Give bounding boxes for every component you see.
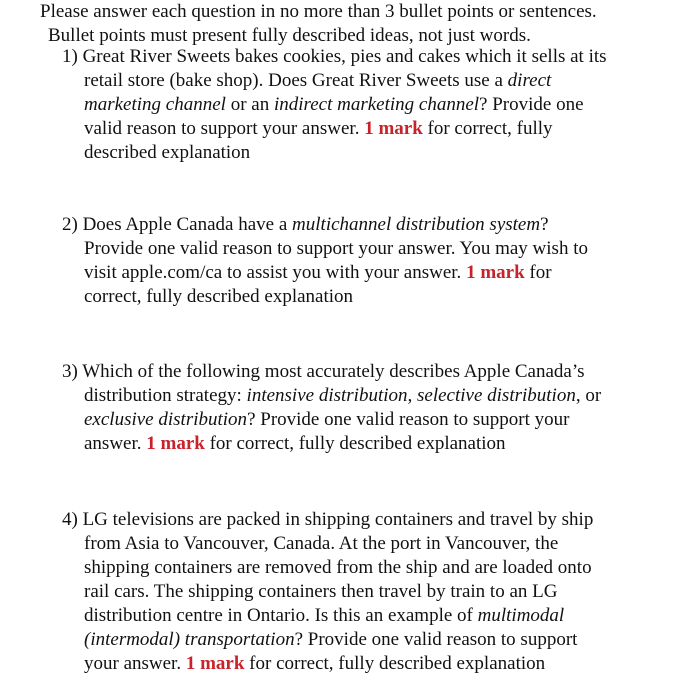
question-1-line-5 <box>62 141 672 165</box>
q4-text-c: shipping containers are removed from the ship and are loaded onto <box>84 557 592 578</box>
q4-term-multimodal: multimodal <box>477 605 565 626</box>
q4-text-g: your answer. <box>84 653 186 674</box>
question-2-line-3 <box>62 261 672 285</box>
q1-text-e: described explanation <box>84 142 251 163</box>
q3-text-b-end: , or <box>575 385 602 406</box>
q1-mark-value: 1 mark <box>364 118 423 139</box>
question-2 <box>62 213 672 309</box>
question-3-line-4 <box>62 432 672 456</box>
q2-text-d: correct, fully described explanation <box>84 286 354 307</box>
q2-text-c: visit apple.com/ca to assist you with your answer. <box>84 262 467 283</box>
q4-text-b: from Asia to Vancouver, Canada. At the port in Vancouver, the <box>84 533 559 554</box>
q3-text-c-end: ? Provide one valid reason to support your <box>247 409 570 430</box>
instructions <box>40 0 680 48</box>
question-3 <box>62 360 672 456</box>
question-4-line-4 <box>62 580 672 604</box>
q1-text-a: 1) Great River Sweets bakes cookies, pies and cakes which it sells at its <box>62 46 607 67</box>
instructions-line-1: Please answer each question in no more than 3 bullet points or sentences. <box>40 1 597 22</box>
q2-text-b: Provide one valid reason to support your answer. You may wish to <box>84 238 588 259</box>
q1-term-direct: direct <box>507 70 552 91</box>
question-3-line-3 <box>62 408 672 432</box>
question-1 <box>62 45 672 165</box>
q3-term-exclusive: exclusive distribution <box>84 409 248 430</box>
question-1-line-4 <box>62 117 672 141</box>
q1-text-c-mid: or an <box>225 94 274 115</box>
question-4-line-6 <box>62 628 672 652</box>
question-3-line-1 <box>62 360 672 384</box>
question-1-line-1 <box>62 45 672 69</box>
q4-text-g-end: for correct, fully described explanation <box>244 653 546 674</box>
q4-term-intermodal: (intermodal) transportation <box>84 629 295 650</box>
q3-text-a: 3) Which of the following most accurately describes Apple Canada’s <box>62 361 585 382</box>
q3-text-d: answer. <box>84 433 147 454</box>
q2-mark-value: 1 mark <box>466 262 525 283</box>
q3-text-b: distribution strategy: <box>84 385 247 406</box>
q4-text-e: distribution centre in Ontario. Is this an example of <box>84 605 478 626</box>
q4-text-a: 4) LG televisions are packed in shipping containers and travel by ship <box>62 509 594 530</box>
question-2-line-2 <box>62 237 672 261</box>
question-3-line-2 <box>62 384 672 408</box>
q1-text-b: retail store (bake shop). Does Great River Sweets use a <box>84 70 508 91</box>
question-4-line-2 <box>62 532 672 556</box>
q3-term-intensive-selective: intensive distribution, selective distribution <box>246 385 576 406</box>
q2-text-a: 2) Does Apple Canada have a <box>62 214 293 235</box>
q1-text-d: valid reason to support your answer. <box>84 118 365 139</box>
question-4-line-7 <box>62 652 672 676</box>
question-4-line-3 <box>62 556 672 580</box>
instructions-line-2: Bullet points must present fully described ideas, not just words. <box>48 25 531 46</box>
q2-term-multichannel: multichannel distribution system <box>292 214 541 235</box>
q3-mark-value: 1 mark <box>146 433 205 454</box>
q4-text-f-end: ? Provide one valid reason to support <box>294 629 578 650</box>
q3-text-d-end: for correct, fully described explanation <box>204 433 506 454</box>
q1-text-d-end: for correct, fully <box>422 118 553 139</box>
q2-text-a-end: ? <box>540 214 549 235</box>
question-1-line-3 <box>62 93 672 117</box>
q1-term-marketing-channel: marketing channel <box>84 94 226 115</box>
q4-text-d: rail cars. The shipping containers then travel by train to an LG <box>84 581 558 602</box>
question-2-line-4 <box>62 285 672 309</box>
question-4 <box>62 508 672 676</box>
q1-term-indirect: indirect marketing channel <box>273 94 480 115</box>
question-2-line-1 <box>62 213 672 237</box>
q4-mark-value: 1 mark <box>185 653 245 674</box>
q2-text-c-end: for <box>524 262 552 283</box>
question-1-line-2 <box>62 69 672 93</box>
q1-text-c-end: ? Provide one <box>479 94 584 115</box>
question-4-line-5 <box>62 604 672 628</box>
question-4-line-1 <box>62 508 672 532</box>
